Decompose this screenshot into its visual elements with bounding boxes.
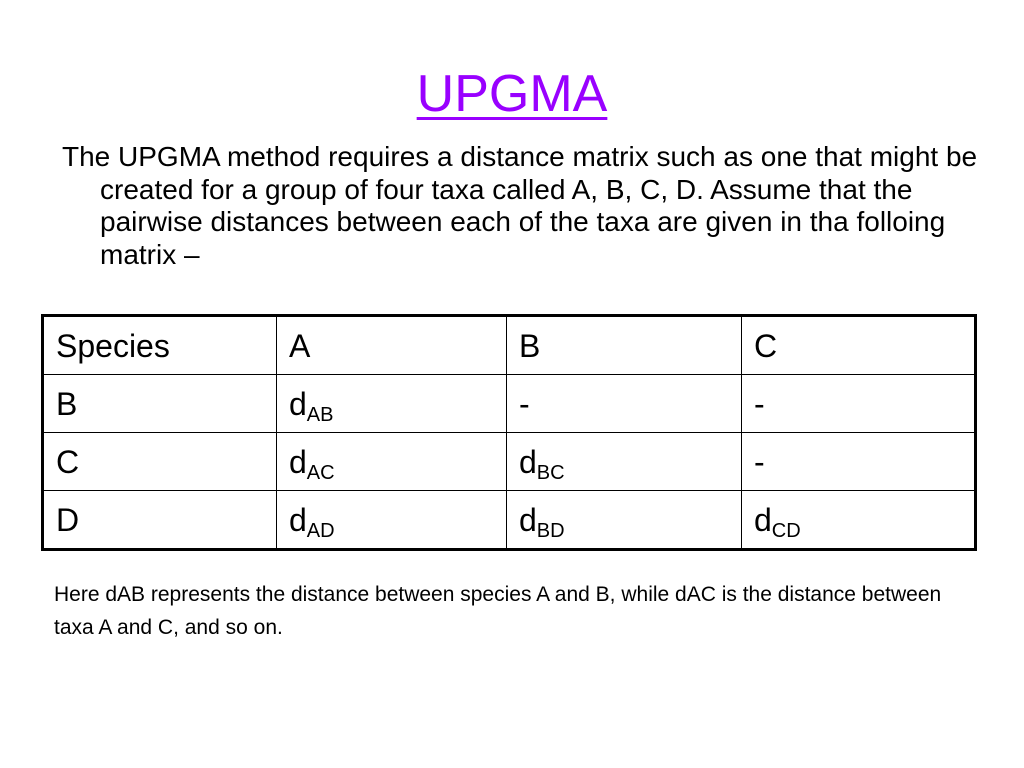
cell-base: d (519, 443, 537, 480)
distance-cell-ab (277, 375, 507, 433)
cell-base: d (289, 385, 307, 422)
empty-cell (742, 375, 976, 433)
distance-cell-ad (277, 491, 507, 550)
distance-cell-cd (742, 491, 976, 550)
row-label-d: D (43, 491, 277, 550)
cell-subscript: AD (306, 519, 335, 542)
row-label-b: B (43, 375, 277, 433)
intro-paragraph: The UPGMA method requires a distance matrix such as one that might be created for a group of four taxa called A, B, C, D. Assume that the pairwise distances between each of the taxa are given in tha folloing matrix – (62, 141, 978, 270)
cell-base: - (754, 385, 765, 422)
empty-cell (742, 433, 976, 491)
distance-cell-bc (507, 433, 742, 491)
distance-cell-bd (507, 491, 742, 550)
header-cell-a: A (277, 316, 507, 375)
table-header-row (43, 316, 976, 375)
slide-title-text: UPGMA (416, 65, 608, 123)
cell-subscript: BC (536, 461, 565, 484)
row-label-c: C (43, 433, 277, 491)
empty-cell (507, 375, 742, 433)
slide-title (0, 60, 1024, 128)
cell-base: - (519, 385, 530, 422)
distance-cell-ac (277, 433, 507, 491)
cell-base: d (289, 501, 307, 538)
cell-subscript: CD (771, 519, 801, 542)
footnote-paragraph: Here dAB represents the distance between species A and B, while dAC is the distance between taxa A and C, and so on. (54, 583, 942, 639)
table-row (43, 491, 976, 550)
cell-base: - (754, 443, 765, 480)
distance-matrix-table (41, 314, 977, 551)
cell-base: d (289, 443, 307, 480)
header-cell-b: B (507, 316, 742, 375)
header-cell-species: Species (43, 316, 277, 375)
header-cell-c: C (742, 316, 976, 375)
cell-base: d (754, 501, 772, 538)
cell-base: d (519, 501, 537, 538)
cell-subscript: AB (306, 403, 334, 426)
table-row (43, 375, 976, 433)
table-row (43, 433, 976, 491)
cell-subscript: AC (306, 461, 335, 484)
cell-subscript: BD (536, 519, 565, 542)
